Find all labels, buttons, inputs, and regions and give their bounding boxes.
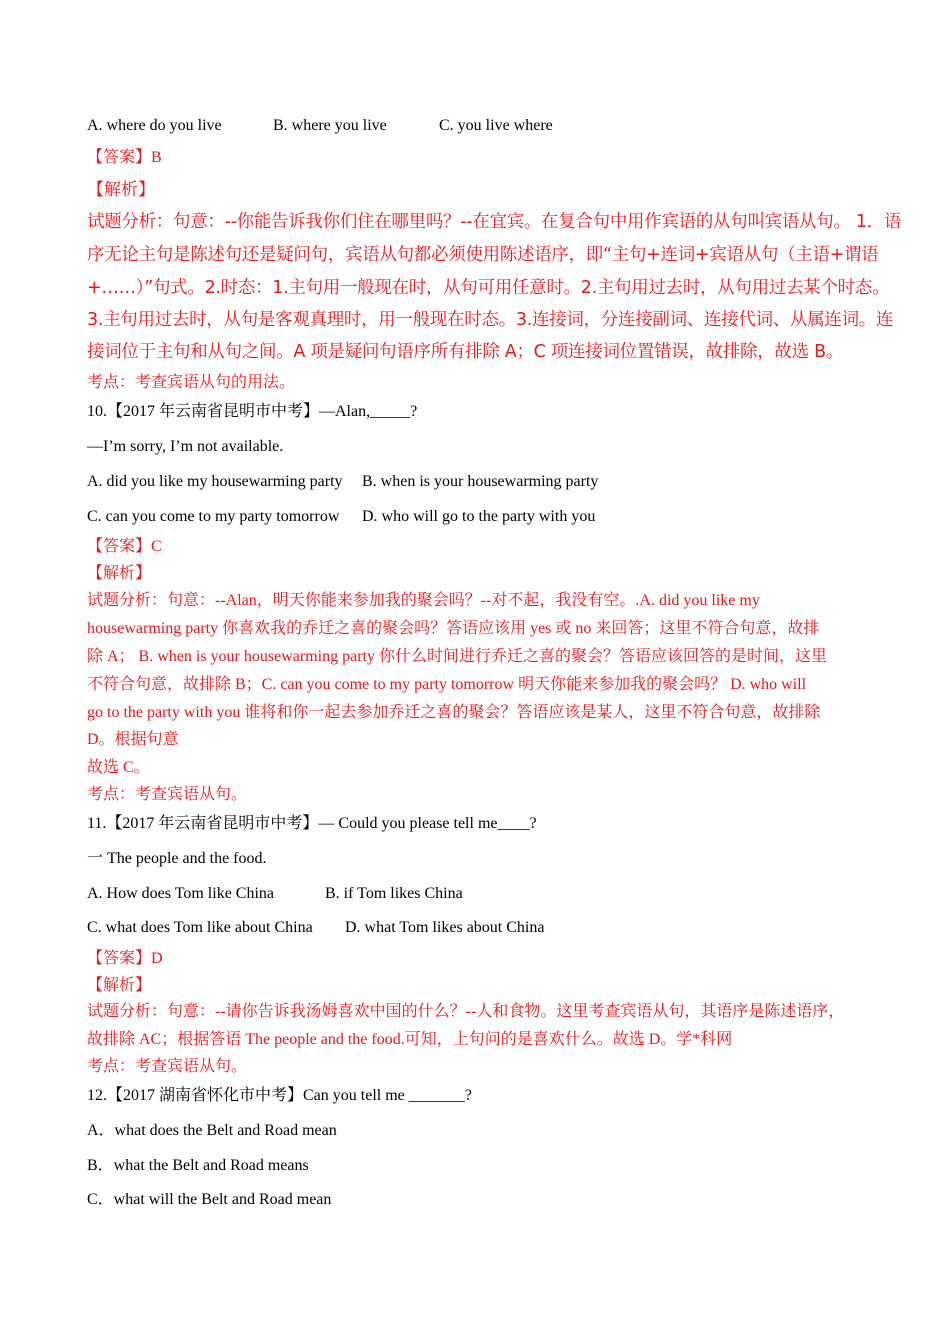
q10-kaodian: 考点：考查宾语从句。 bbox=[87, 786, 248, 803]
q12-stem: 12.【2017 湖南省怀化市中考】Can you tell me _______? bbox=[87, 1087, 472, 1104]
q10-analysis-line: 不符合句意，故排除 B；C. can you come to my party tomorrow 明天你能来参加我的聚会吗？ D. who will bbox=[87, 676, 807, 693]
q11-analysis-label: 【解析】 bbox=[87, 977, 152, 994]
q10-analysis-line: 试题分析：句意：--Alan，明天你能来参加我的聚会吗？--对不起，我没有空。.A. did you like my bbox=[87, 592, 760, 609]
q11-option-c: C. what does Tom like about China bbox=[87, 919, 313, 936]
q11-options-row-2 bbox=[87, 918, 544, 938]
q12-option-b: B．what the Belt and Road means bbox=[87, 1157, 309, 1174]
q10-answer: 【答案】C bbox=[87, 538, 162, 555]
q11-analysis-line: 试题分析：句意：--请你告诉我汤姆喜欢中国的什么？--人和食物。这里考查宾语从句，其语序是陈述语序， bbox=[87, 1003, 845, 1020]
q11-analysis-line: 故排除 AC；根据答语 The people and the food.可知，上句问的是喜欢什么。故选 D。学*科网 bbox=[87, 1031, 733, 1048]
q11-option-b: B. if Tom likes China bbox=[325, 885, 463, 902]
q11-options-row-1 bbox=[87, 884, 463, 904]
q10-option-d: D. who will go to the party with you bbox=[362, 508, 596, 525]
q10-option-b: B. when is your housewarming party bbox=[362, 473, 599, 490]
q10-option-c: C. can you come to my party tomorrow bbox=[87, 508, 340, 525]
q10-analysis-line: go to the party with you 谁将和你一起去参加乔迁之喜的聚会？答语应该是某人，这里不符合句意，故排除 bbox=[87, 704, 821, 721]
q12-option-a: A．what does the Belt and Road mean bbox=[87, 1122, 337, 1139]
q9-answer: 【答案】B bbox=[87, 149, 162, 166]
q11-kaodian: 考点：考查宾语从句。 bbox=[87, 1058, 248, 1075]
q10-options-row-2 bbox=[87, 507, 595, 527]
q10-stem: 10.【2017 年云南省昆明市中考】—Alan,_____? bbox=[87, 403, 418, 420]
q9-analysis-line: 接词位于主句和从句之间。A 项是疑问句语序所有排除 A；C 项连接词位置错误，故排除，故选 B。 bbox=[87, 342, 844, 362]
q10-options-row-1 bbox=[87, 472, 598, 492]
q11-answer: 【答案】D bbox=[87, 950, 163, 967]
q10-analysis-label: 【解析】 bbox=[87, 565, 152, 582]
q9-kaodian: 考点：考查宾语从句的用法。 bbox=[87, 374, 296, 391]
q9-option-c: C. you live where bbox=[439, 117, 553, 134]
q11-option-a: A. How does Tom like China bbox=[87, 885, 275, 902]
q11-stem: 11.【2017 年云南省昆明市中考】— Could you please tell me____? bbox=[87, 815, 537, 832]
q9-analysis-line: 3.主句用过去时，从句是客观真理时，用一般现在时态。3.连接词，分连接副词、连接代词、从属连词。连 bbox=[87, 310, 894, 330]
q11-option-d: D. what Tom likes about China bbox=[345, 919, 545, 936]
q10-analysis-line: 故选 C。 bbox=[87, 759, 150, 776]
q10-analysis-line: 除 A； B. when is your housewarming party 你什么时间进行乔迁之喜的聚会？答语应该回答的是时间，这里 bbox=[87, 648, 827, 665]
q9-analysis-label: 【解析】 bbox=[87, 180, 155, 199]
q9-analysis-line: 序无论主句是陈述句还是疑问句，宾语从句都必须使用陈述语序，即“主句+连词+宾语从句（主语+谓语 bbox=[87, 245, 879, 265]
q10-reply: —I’m sorry, I’m not available. bbox=[87, 438, 284, 455]
q9-options bbox=[87, 116, 553, 136]
q9-analysis-line: 试题分析：句意：--你能告诉我你们住在哪里吗？--在宜宾。在复合句中用作宾语的从句叫宾语从句。 1．语 bbox=[87, 212, 902, 232]
q11-reply: 一 The people and the food. bbox=[87, 850, 267, 867]
q9-option-a: A. where do you live bbox=[87, 117, 222, 134]
q10-analysis-line: D。根据句意 bbox=[87, 731, 179, 748]
q9-option-b: B. where you live bbox=[273, 117, 387, 134]
q9-analysis-line: +……）”句式。2.时态：1.主句用一般现在时，从句可用任意时。2.主句用过去时，从句用过去某个时态。 bbox=[87, 278, 890, 298]
q10-option-a: A. did you like my housewarming party bbox=[87, 473, 343, 490]
q10-analysis-line: housewarming party 你喜欢我的乔迁之喜的聚会吗？答语应该用 yes 或 no 来回答；这里不符合句意，故排 bbox=[87, 620, 820, 637]
q12-option-c: C．what will the Belt and Road mean bbox=[87, 1191, 332, 1208]
